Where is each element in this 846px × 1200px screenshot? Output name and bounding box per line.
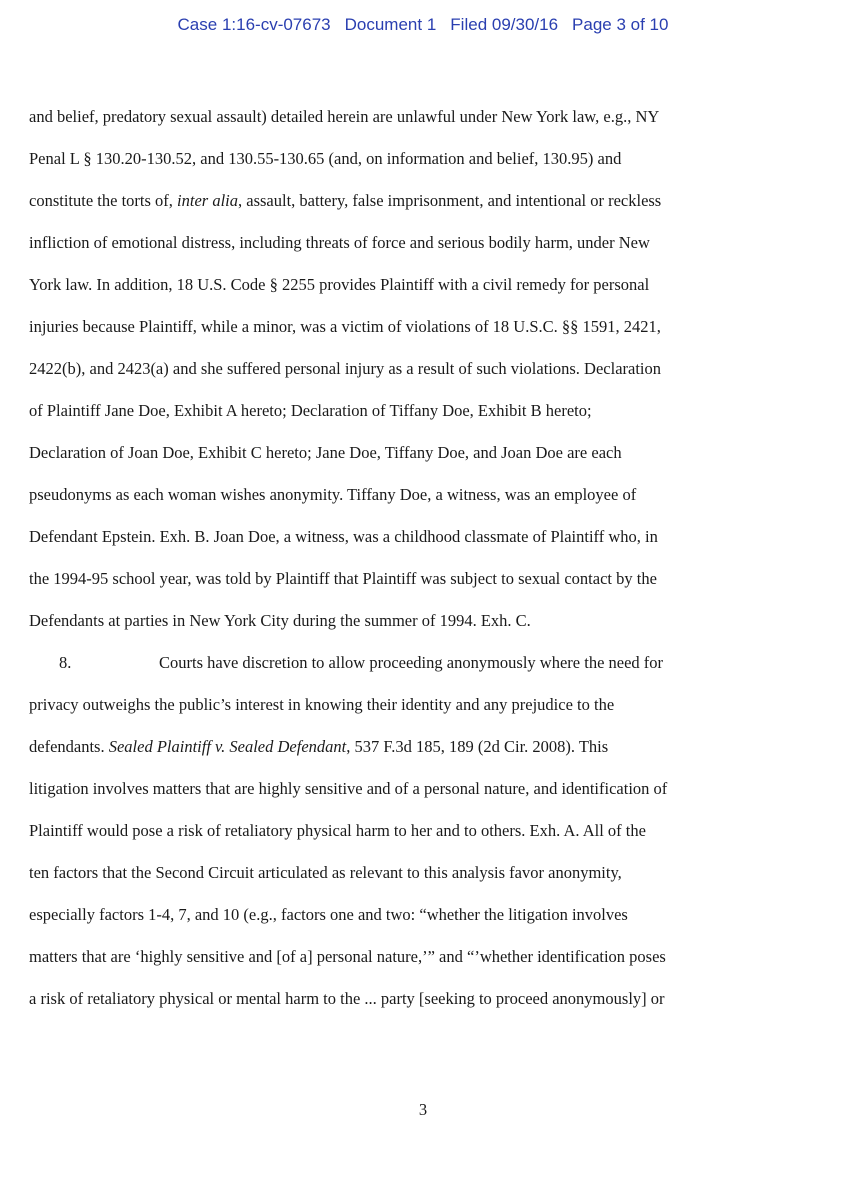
text-run: , assault, battery, false imprisonment, and intentional or reckless [238,191,662,210]
body-line: litigation involves matters that are highly sensitive and of a personal nature, and identification of [29,779,668,798]
body-line: injuries because Plaintiff, while a minor, was a victim of violations of 18 U.S.C. §§ 1591, 2421, [29,317,661,336]
body-line: Defendants at parties in New York City during the summer of 1994. Exh. C. [29,611,531,630]
body-line: especially factors 1-4, 7, and 10 (e.g., factors one and two: “whether the litigation involves [29,905,628,924]
italic-text: inter alia [177,191,238,210]
body-line: Declaration of Joan Doe, Exhibit C hereto; Jane Doe, Tiffany Doe, and Joan Doe are each [29,443,622,462]
page-number: 3 [418,1100,428,1119]
case-number: Case 1:16-cv-07673 [177,15,331,34]
text-run: constitute the torts of, [29,191,178,210]
text-run: defendants. [29,737,109,756]
body-line: ten factors that the Second Circuit articulated as relevant to this analysis favor anonymity, [29,863,622,882]
text-run: Courts have discretion to allow proceeding anonymously where the need for [159,653,664,672]
body-line [29,737,608,757]
case-citation: Sealed Plaintiff v. Sealed Defendant [108,737,347,756]
paragraph-8-first-line [29,653,663,673]
document-header [0,15,846,35]
body-line: 2422(b), and 2423(a) and she suffered personal injury as a result of such violations. Declaration [29,359,662,378]
body-line: the 1994-95 school year, was told by Plaintiff that Plaintiff was subject to sexual contact by the [29,569,657,588]
body-line: of Plaintiff Jane Doe, Exhibit A hereto; Declaration of Tiffany Doe, Exhibit B hereto; [29,401,592,420]
filed-date: Filed 09/30/16 [450,15,559,34]
paragraph-number: 8. [59,653,72,672]
body-line: infliction of emotional distress, including threats of force and serious bodily harm, under New [29,233,650,252]
page-indicator: Page 3 of 10 [572,15,669,34]
body-line: Plaintiff would pose a risk of retaliatory physical harm to her and to others. Exh. A. All of the [29,821,646,840]
body-line: Defendant Epstein. Exh. B. Joan Doe, a witness, was a childhood classmate of Plaintiff who, in [29,527,658,546]
body-line: and belief, predatory sexual assault) detailed herein are unlawful under New York law, e.g., NY [29,107,660,126]
body-line [29,191,661,211]
document-number: Document 1 [344,15,437,34]
body-line: privacy outweighs the public’s interest in knowing their identity and any prejudice to the [29,695,615,714]
body-line: a risk of retaliatory physical or mental harm to the ... party [seeking to proceed anonymously] or [29,989,665,1008]
body-line: matters that are ‘highly sensitive and [of a] personal nature,’” and “’whether identification poses [29,947,666,966]
body-line: York law. In addition, 18 U.S. Code § 2255 provides Plaintiff with a civil remedy for personal [29,275,650,294]
body-line: Penal L § 130.20-130.52, and 130.55-130.65 (and, on information and belief, 130.95) and [29,149,622,168]
body-line: pseudonyms as each woman wishes anonymity. Tiffany Doe, a witness, was an employee of [29,485,637,504]
text-run: , 537 F.3d 185, 189 (2d Cir. 2008). This [346,737,609,756]
